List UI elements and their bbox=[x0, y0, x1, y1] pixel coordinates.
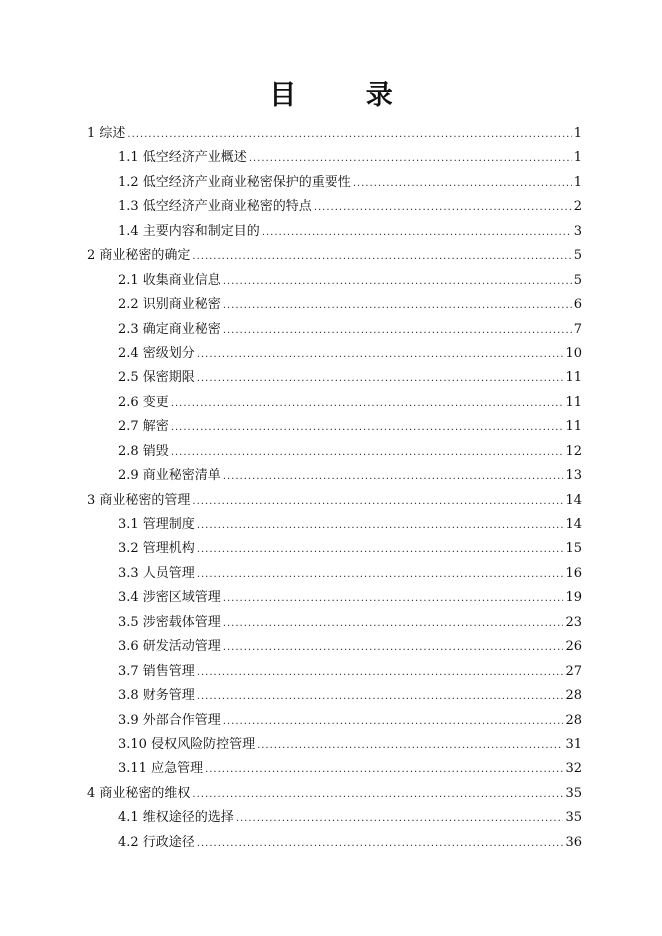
toc-entry-label: 2.3 确定商业秘密 bbox=[118, 321, 221, 337]
dot-leader bbox=[171, 416, 564, 440]
dot-leader bbox=[192, 490, 563, 514]
toc-entry-label: 2.4 密级划分 bbox=[118, 345, 195, 361]
toc-section-entry[interactable] bbox=[87, 660, 582, 684]
dot-leader bbox=[236, 807, 564, 831]
toc-entry-page-number: 28 bbox=[565, 712, 582, 728]
toc-entry-page-number: 11 bbox=[565, 394, 582, 410]
toc-entry-page-number: 15 bbox=[565, 541, 582, 557]
toc-entry-label: 2.8 销毁 bbox=[118, 443, 169, 459]
toc-section-entry[interactable] bbox=[87, 146, 582, 170]
toc-entry-page-number: 16 bbox=[565, 565, 582, 581]
toc-section-entry[interactable] bbox=[87, 806, 582, 830]
toc-section-entry[interactable] bbox=[87, 831, 582, 855]
toc-entry-page-number: 11 bbox=[565, 419, 582, 435]
toc-entry-page-number: 6 bbox=[573, 297, 582, 313]
toc-entry-page-number: 7 bbox=[573, 321, 582, 337]
toc-entry-page-number: 11 bbox=[565, 370, 582, 386]
toc-entry-page-number: 3 bbox=[573, 223, 582, 239]
toc-entry-label: 1.3 低空经济产业商业秘密的特点 bbox=[118, 199, 312, 215]
toc-entry-label: 2.7 解密 bbox=[118, 419, 169, 435]
dot-leader bbox=[223, 587, 564, 611]
dot-leader bbox=[197, 343, 564, 367]
toc-entry-page-number: 10 bbox=[565, 345, 582, 361]
toc-section-entry[interactable] bbox=[87, 293, 582, 317]
toc-entry-page-number: 36 bbox=[565, 834, 582, 850]
dot-leader bbox=[223, 319, 572, 343]
dot-leader bbox=[205, 758, 563, 782]
dot-leader bbox=[262, 221, 572, 245]
toc-chapter-entry[interactable] bbox=[87, 244, 582, 268]
toc-entry-label: 3.1 管理制度 bbox=[118, 517, 195, 532]
toc-entry-label: 3.10 侵权风险防控管理 bbox=[118, 736, 256, 752]
toc-entry-page-number: 1 bbox=[573, 174, 582, 190]
toc-section-entry[interactable] bbox=[87, 318, 582, 342]
dot-leader bbox=[249, 147, 572, 171]
toc-entry-page-number: 1 bbox=[573, 126, 582, 141]
toc-section-entry[interactable] bbox=[87, 586, 582, 610]
dot-leader bbox=[171, 441, 564, 465]
toc-section-entry[interactable] bbox=[87, 611, 582, 635]
toc-entry-label: 1.2 低空经济产业商业秘密保护的重要性 bbox=[118, 174, 351, 190]
toc-section-entry[interactable] bbox=[87, 562, 582, 586]
toc-entry-label: 2.5 保密期限 bbox=[118, 370, 195, 386]
toc-section-entry[interactable] bbox=[87, 391, 582, 415]
toc-entry-label: 3 商业秘密的管理 bbox=[87, 492, 191, 508]
toc-chapter-entry[interactable] bbox=[87, 489, 582, 513]
dot-leader bbox=[197, 563, 564, 587]
dot-leader bbox=[197, 661, 564, 685]
dot-leader bbox=[223, 294, 572, 318]
toc-entry-page-number: 26 bbox=[565, 639, 582, 655]
dot-leader bbox=[197, 685, 564, 709]
dot-leader bbox=[197, 514, 564, 538]
toc-entry-page-number: 5 bbox=[573, 248, 582, 264]
toc-section-entry[interactable] bbox=[87, 537, 582, 561]
dot-leader bbox=[223, 465, 564, 489]
dot-leader bbox=[127, 123, 571, 147]
dot-leader bbox=[192, 783, 563, 807]
toc-section-entry[interactable] bbox=[87, 342, 582, 366]
toc-section-entry[interactable] bbox=[87, 757, 582, 781]
toc-entry-page-number: 23 bbox=[565, 614, 582, 630]
toc-entry-page-number: 14 bbox=[565, 492, 582, 508]
toc-entry-label: 3.5 涉密载体管理 bbox=[118, 614, 221, 630]
toc-entry-page-number: 2 bbox=[573, 199, 582, 215]
dot-leader bbox=[192, 245, 571, 269]
dot-leader bbox=[197, 367, 564, 391]
dot-leader bbox=[257, 734, 563, 758]
dot-leader bbox=[171, 392, 564, 416]
toc-entry-label: 2.2 识别商业秘密 bbox=[118, 297, 221, 313]
toc-section-entry[interactable] bbox=[87, 415, 582, 439]
toc-entry-label: 1.4 主要内容和制定目的 bbox=[118, 223, 260, 239]
table-of-contents bbox=[87, 122, 582, 855]
toc-chapter-entry[interactable] bbox=[87, 122, 582, 146]
toc-entry-label: 2 商业秘密的确定 bbox=[87, 248, 191, 264]
toc-entry-label: 3.2 管理机构 bbox=[118, 541, 195, 557]
toc-entry-label: 3.8 财务管理 bbox=[118, 688, 195, 704]
toc-entry-page-number: 35 bbox=[565, 810, 582, 826]
toc-entry-page-number: 1 bbox=[573, 150, 582, 166]
toc-section-entry[interactable] bbox=[87, 220, 582, 244]
toc-entry-label: 4 商业秘密的维权 bbox=[87, 785, 191, 801]
dot-leader bbox=[314, 196, 572, 220]
toc-entry-page-number: 12 bbox=[565, 443, 582, 459]
toc-section-entry[interactable] bbox=[87, 195, 582, 219]
toc-section-entry[interactable] bbox=[87, 733, 582, 757]
dot-leader bbox=[223, 636, 564, 660]
toc-entry-label: 3.9 外部合作管理 bbox=[118, 712, 221, 728]
toc-entry-label: 3.6 研发活动管理 bbox=[118, 639, 221, 655]
toc-entry-label: 3.7 销售管理 bbox=[118, 663, 195, 679]
toc-entry-page-number: 28 bbox=[565, 688, 582, 704]
toc-entry-label: 4.2 行政途径 bbox=[118, 834, 195, 850]
toc-entry-label: 2.1 收集商业信息 bbox=[118, 272, 221, 288]
dot-leader bbox=[353, 172, 572, 196]
toc-chapter-entry[interactable] bbox=[87, 782, 582, 806]
toc-entry-label: 2.9 商业秘密清单 bbox=[118, 468, 221, 484]
toc-entry-label: 1.1 低空经济产业概述 bbox=[118, 150, 247, 166]
toc-entry-page-number: 5 bbox=[573, 272, 582, 288]
toc-entry-page-number: 19 bbox=[565, 590, 582, 606]
toc-entry-page-number: 32 bbox=[565, 761, 582, 777]
toc-entry-page-number: 27 bbox=[565, 663, 582, 679]
toc-entry-page-number: 35 bbox=[565, 785, 582, 801]
toc-section-entry[interactable] bbox=[87, 171, 582, 195]
dot-leader bbox=[197, 832, 564, 856]
toc-section-entry[interactable] bbox=[87, 513, 582, 537]
toc-entry-page-number: 13 bbox=[565, 468, 582, 484]
toc-entry-page-number: 31 bbox=[565, 736, 582, 752]
toc-section-entry[interactable] bbox=[87, 684, 582, 708]
toc-section-entry[interactable] bbox=[87, 366, 582, 390]
toc-entry-label: 2.6 变更 bbox=[118, 394, 169, 410]
page-title: 目 录 bbox=[269, 80, 423, 111]
dot-leader bbox=[223, 710, 564, 734]
toc-section-entry[interactable] bbox=[87, 635, 582, 659]
toc-section-entry[interactable] bbox=[87, 440, 582, 464]
toc-entry-label: 4.1 维权途径的选择 bbox=[118, 810, 234, 826]
toc-entry-label: 3.11 应急管理 bbox=[118, 761, 204, 777]
toc-entry-label: 3.3 人员管理 bbox=[118, 565, 195, 581]
toc-entry-label: 3.4 涉密区域管理 bbox=[118, 590, 221, 606]
dot-leader bbox=[223, 270, 572, 294]
toc-entry-page-number: 14 bbox=[565, 517, 582, 532]
dot-leader bbox=[223, 612, 564, 636]
toc-section-entry[interactable] bbox=[87, 464, 582, 488]
toc-section-entry[interactable] bbox=[87, 269, 582, 293]
dot-leader bbox=[197, 538, 564, 562]
toc-section-entry[interactable] bbox=[87, 709, 582, 733]
toc-entry-label: 1 综述 bbox=[87, 126, 126, 141]
